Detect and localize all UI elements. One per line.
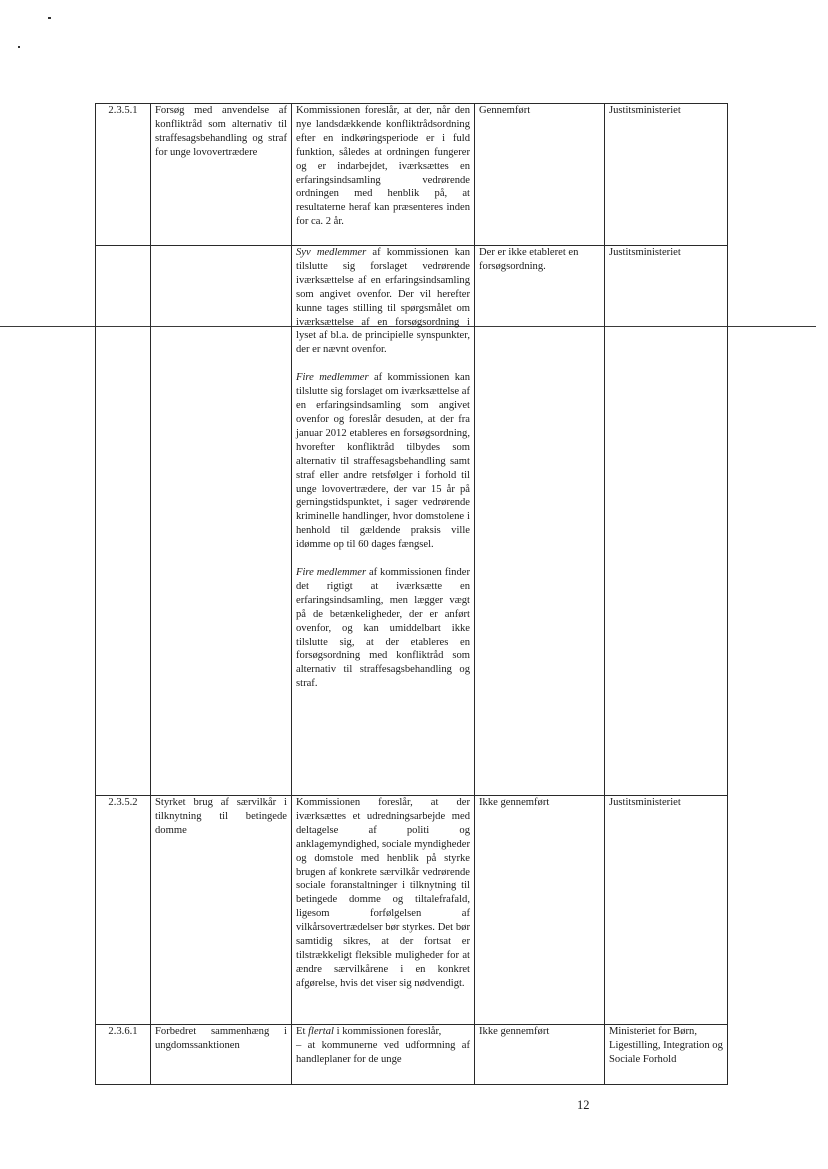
row-number-cell: 2.3.6.1 [96,1025,151,1085]
proposal-emphasis: Fire medlemmer [296,567,367,579]
responsible-cell: Justitsministeriet [605,104,728,246]
recommendations-table [95,103,728,1085]
row-number-cell: 2.3.5.2 [96,796,151,1025]
proposal-emphasis: Syv medlemmer [296,247,367,258]
proposal-text: Kommissionen foreslår, at der, når den nye landsdækkende konfliktrådsordning efter en indkøringsperiode er i fuld funktion, således at ordningen fungerer og er indarbejdet, iværksættes en erfaringsindsamling vedrørende ordningen med henblik på, at resultaterne heraf kan præsenteres inden for ca. 2 år. [296,105,470,228]
table-row [96,796,728,1025]
proposal-text: af kommissionen finder det rigtigt at iværksætte en erfaringsindsamling, men lægger vægt på de betænkeligheder, der er anført ovenfor, og kan umiddelbart ikke tilslutte sig, at der etableres en forsøgsordning med konfliktråd som alternativ til straffesagsbehandling og straf. [296,567,470,690]
proposal-text: af kommissionen kan tilslutte sig forslaget vedrørende iværksættelse af en erfaringsindsamling som angivet ovenfor. Der vil herefter kunne tages stilling til spørgsmålet om iværksættelse af en forsøgsordning i lyset af bl.a. de principielle synspunkter, der er nævnt ovenfor. [296,247,470,356]
proposal-paragraph [296,371,470,552]
proposal-text: – at kommunerne ved udformning af handleplaner for de unge [296,1039,470,1065]
status-cell: Der er ikke etableret en forsøgsordning. [475,246,605,796]
proposal-cell [292,1025,475,1085]
proposal-text: Kommissionen foreslår, at der iværksættes et udredningsarbejde med deltagelse af politi og anklagemyndighed, sociale myndigheder og domstole med henblik på styrke brugen af konkrete særvilkår vedrørende sociale foranstaltninger i tilknytning til betingede domme og tiltalefrafald, ligesom forfølgelsen af vilkårsovertrædelser bør styrkes. Det bør samtidig sikres, at der fortsat er tilstrækkeligt fleksible muligheder for at ændre særvilkårene i en konkret afgørelse, hvis det viser sig nødvendigt. [296,797,470,989]
proposal-emphasis: Fire medlemmer [296,372,369,384]
proposal-cell [292,104,475,246]
description-cell: Forsøg med anvendelse af konfliktråd som alternativ til straffesagsbehandling og straf for unge lovovertrædere [151,104,292,246]
proposal-text: af kommissionen kan tilslutte sig forslaget om iværksættelse af en erfaringsindsamling som angivet ovenfor og foreslår desuden, at der fra januar 2012 etableres en forsøgsordning, hvorefter konfliktråd tilbydes som alternativ til straffesagsbehandling samt straf eller andre retsfølger i forhold til unge lovovertrædere, der var 15 år på gerningstidspunktet, i sager vedrørende kriminelle handlinger, hvor domstolene i henhold til gældende praksis ville idømme op til 60 dages fængsel. [296,372,470,551]
responsible-cell: Ministeriet for Børn, Ligestilling, Integration og Sociale Forhold [605,1025,728,1085]
proposal-text: Et [296,1026,309,1037]
scan-speck [48,17,51,19]
row-number-cell: 2.3.5.1 [96,104,151,246]
proposal-paragraph [296,104,470,229]
proposal-text: i kommissionen foreslår, [333,1026,442,1037]
status-cell: Gennemført [475,104,605,246]
page-number: 12 [577,1098,590,1112]
description-cell [151,246,292,796]
responsible-cell: Justitsministeriet [605,796,728,1025]
description-cell: Styrket brug af særvilkår i tilknytning til betingede domme [151,796,292,1025]
proposal-cell [292,796,475,1025]
status-cell: Ikke gennemført [475,796,605,1025]
responsible-cell: Justitsministeriet [605,246,728,796]
proposal-cell [292,246,475,796]
proposal-emphasis: flertal [308,1026,334,1037]
table-row [96,246,728,796]
row-number-cell [96,246,151,796]
table-body [96,104,728,1085]
status-cell: Ikke gennemført [475,1025,605,1085]
description-cell: Forbedret sammenhæng i ungdomssanktionen [151,1025,292,1085]
table-row [96,1025,728,1085]
proposal-paragraph [296,246,470,357]
table-row [96,104,728,246]
proposal-paragraph [296,796,470,991]
scan-speck [18,46,20,48]
proposal-paragraph [296,566,470,691]
